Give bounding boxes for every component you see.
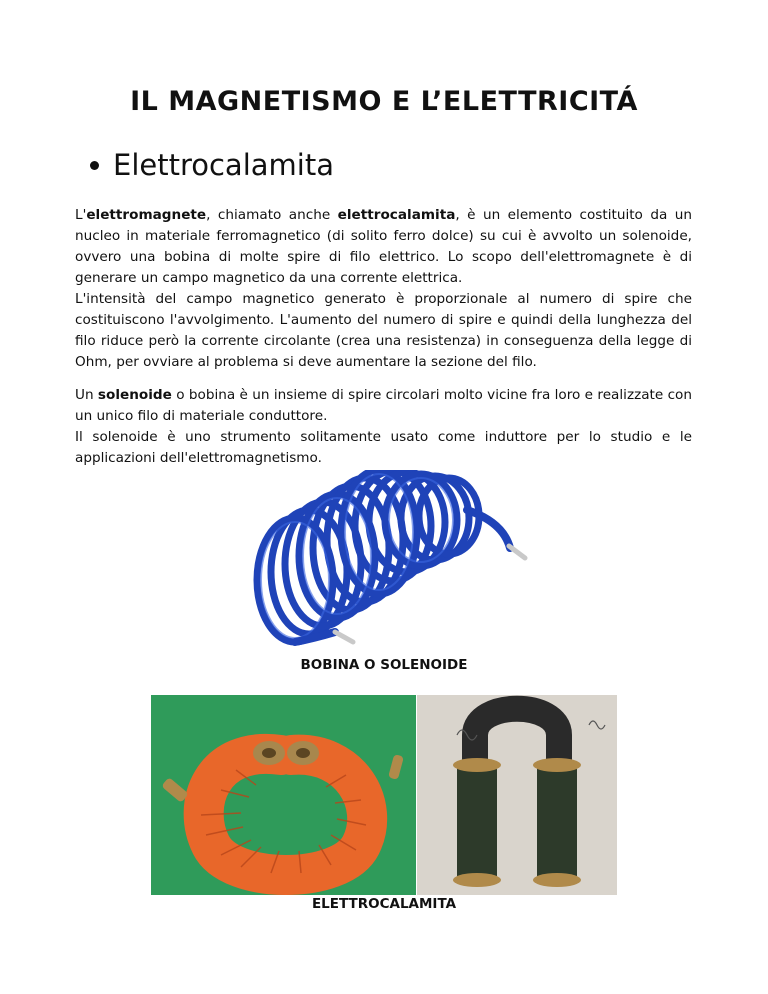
text-run: Un bbox=[75, 387, 98, 403]
bold-term-elettromagnete: elettromagnete bbox=[86, 207, 207, 223]
bold-term-solenoide: solenoide bbox=[97, 387, 172, 403]
solenoid-illustration bbox=[235, 470, 535, 655]
bold-term-elettrocalamita: elettrocalamita bbox=[337, 207, 456, 223]
text-run: L'intensità del campo magnetico generato è proporzionale al numero di spire che costituiscono l'avvolgimento. L'aumento del numero di spire e quindi della lunghezza del filo riduce però la corrente circolante (crea una resistenza) in conseguenza della legge di Ohm, per ovviare al problema si deve aumentare la sezione del filo. bbox=[75, 291, 692, 370]
bullet-icon bbox=[90, 161, 99, 170]
text-run: o bobina è un insieme di spire circolari molto vicine fra loro e realizzate con un unico filo di materiale conduttore. bbox=[75, 387, 692, 424]
horseshoe-coil-image bbox=[417, 695, 617, 895]
paragraph-electromagnet bbox=[75, 205, 692, 373]
text-run: Il solenoide è uno strumento solitamente usato come induttore per lo studio e le applicazioni dell'elettromagnetismo. bbox=[75, 429, 692, 466]
caption-electromagnet: ELETTROCALAMITA bbox=[311, 896, 457, 912]
text-run: L' bbox=[75, 207, 87, 223]
text-run: , è un elemento costituito da un nucleo in materiale ferromagnetico (di solito ferro dolce) su cui è avvolto un solenoide, ovvero una bobina di molte spire di filo elettrico. Lo scopo dell'elettromagnete è di generare un campo magnetico da una corrente elettrica. bbox=[75, 207, 692, 286]
photo-horseshoe-electromagnet bbox=[417, 695, 617, 895]
text-run: , chiamato anche bbox=[206, 207, 338, 223]
toroid-coil-image bbox=[151, 695, 416, 895]
section-heading: Elettrocalamita bbox=[113, 148, 334, 182]
caption-solenoid: BOBINA O SOLENOIDE bbox=[300, 657, 468, 673]
page-title: IL MAGNETISMO E L’ELETTRICITÁ bbox=[130, 86, 638, 117]
paragraph-solenoid bbox=[75, 385, 692, 469]
photo-toroid-electromagnet bbox=[151, 695, 416, 895]
section-bullet bbox=[90, 148, 334, 182]
